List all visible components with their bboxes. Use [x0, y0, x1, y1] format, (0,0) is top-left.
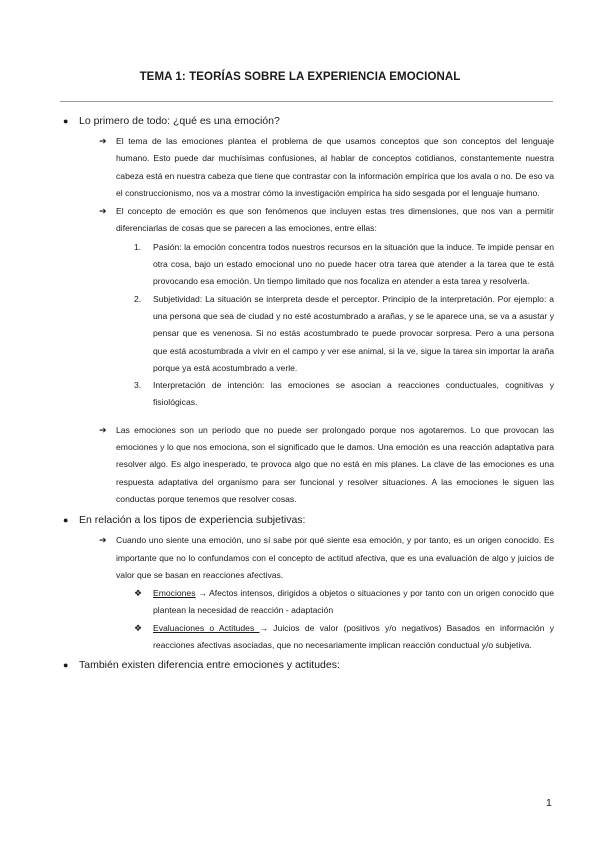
page-number: 1: [546, 797, 552, 809]
list-number: 3.: [134, 380, 142, 391]
numbered-item-pasion: [0, 239, 600, 291]
definition-term: Evaluaciones o Actitudes: [153, 622, 260, 633]
paragraph-text: Cuando uno siente una emoción, uno sí sabe por qué siente esa emoción, y por tanto, es un origen conocido. Es importante que no lo confundamos con el concepto de actitud afectiva, que es una evaluación de algo y juicios de valor que se basan en reacciones afectivas.: [116, 535, 554, 580]
bullet-icon: ●: [63, 660, 69, 671]
sub-item-emotion-period: [0, 422, 600, 508]
list-item-text: En relación a los tipos de experiencia subjetivas:: [79, 514, 306, 527]
arrow-icon: ➔: [99, 424, 107, 435]
diamond-bullet-icon: ❖: [134, 622, 143, 633]
sub-item-known-origin: [0, 532, 600, 584]
spacer: [0, 412, 600, 422]
sub-item-emotion-concept: [0, 203, 600, 238]
paragraph-text: Las emociones son un periodo que no puede ser prolongado porque nos agotaremos. Lo que provocan las emociones y lo que nos emociona, son el significado que le damos. Una emoción es una reacción adaptativa para resolver algo. Es algo inesperado, te provoca algo que no está en mis planes. La clave de las emociones es una respuesta adaptativa del organismo para ser funcional y resolver situaciones. A las emociones le siguen las conductas porque tenemos que resolver cosas.: [116, 424, 554, 504]
list-item-subjective-experience: [0, 512, 600, 528]
arrow-icon: ➔: [99, 136, 107, 146]
definition-item-emociones: [0, 585, 600, 620]
definition-term: Emociones: [153, 588, 196, 599]
numbered-item-interpretacion: [0, 377, 600, 412]
list-item-what-is-emotion: [0, 113, 600, 129]
paragraph-text: Pasión: la emoción concentra todos nuestros recursos en la situación que la induce. Te impide pensar en otra cosa, bajo un estado emocional uno no puede hacer otra tarea que atender a la tarea que te está provocando esa emoción. Un tiempo limitado que nos focaliza en atender a esta tarea y resolverla.: [153, 241, 554, 287]
page-title: TEMA 1: TEORÍAS SOBRE LA EXPERIENCIA EMOCIONAL: [139, 71, 461, 83]
definition-text: → Afectos intensos, dirigidos a objetos o situaciones y por tanto con un origen conocido que plantean la necesidad de reacción - adaptación: [153, 588, 554, 616]
paragraph-text: El concepto de emoción es que son fenómenos que incluyen estas tres dimensiones, que nos van a permitir diferenciarlas de cosas que se parecen a las emociones, entre ellas:: [116, 206, 554, 234]
definition-text: → Juicios de valor (positivos y/o negativos) Basados en información y reacciones afectivas asociadas, que no necesariamente implican reacción conductual y/o subjetiva.: [153, 622, 554, 651]
list-number: 1.: [134, 241, 142, 252]
paragraph-text: El tema de las emociones plantea el problema de que usamos conceptos que son conceptos del lenguaje humano. Esto puede dar muchísimas confusiones, al hablar de conceptos cotidianos, constantemente nuestra cabeza está en nuestra cabeza que tiene que contrastar con la información empírica que los avala o no. De eso va el construccionismo, nos va a mostrar cómo la investigación empírica ha sido sesgada por el lenguaje humano.: [116, 136, 554, 198]
sub-item-language-problem: [0, 133, 600, 202]
arrow-icon: ➔: [99, 206, 107, 217]
list-item-text: También existen diferencia entre emociones y actitudes:: [79, 659, 340, 672]
title-divider: [60, 101, 553, 102]
list-number: 2.: [134, 293, 142, 304]
bullet-icon: ●: [63, 515, 69, 526]
bullet-icon: ●: [63, 116, 69, 126]
document-body: [0, 113, 600, 677]
definition-item-actitudes: [0, 620, 600, 655]
diamond-bullet-icon: ❖: [134, 588, 143, 599]
paragraph-text: Interpretación de intención: las emociones se asocian a reacciones conductuales, cognitivas y fisiológicas.: [153, 380, 554, 408]
list-item-text: Lo primero de todo: ¿qué es una emoción?: [79, 115, 280, 127]
list-item-emotions-vs-attitudes: [0, 657, 600, 673]
arrow-icon: ➔: [99, 535, 107, 546]
numbered-item-subjetividad: [0, 291, 600, 377]
paragraph-text: Subjetividad: La situación se interpreta desde el perceptor. Principio de la interpretación. Por ejemplo: a una persona que sea de ciudad y no esté acostumbrado a arañas, y se le aparece una, se va a asustar y pensar que es venenosa. Si no estás acostumbrado te puede provocar sorpresa. Pero a una persona que está acostumbrada a vivir en el campo y ver ese animal, si la ve, sigue la tarea sin importar la araña porque ya está acostumbrado a verle.: [153, 293, 554, 373]
